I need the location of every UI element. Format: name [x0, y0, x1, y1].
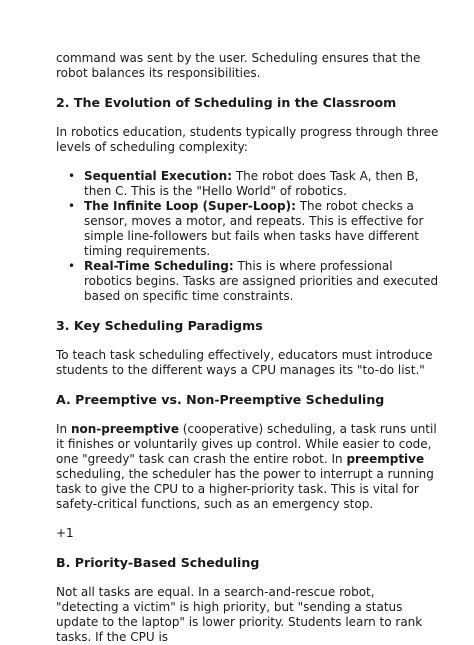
bullet-icon: • [68, 259, 76, 273]
section-b-paragraph: Not all tasks are equal. In a search-and-rescue robot, "detecting a victim" is high priority, but "sending a status update to the laptop" is lower priority. Students learn to rank tasks. If the CPU is [56, 585, 423, 644]
section-b-heading: B. Priority-Based Scheduling [56, 555, 260, 570]
intro-tail-paragraph: command was sent by the user. Scheduling ensures that the robot balances its responsibilities. [56, 51, 421, 80]
section-a-heading: A. Preemptive vs. Non-Preemptive Scheduling [56, 392, 385, 407]
list-item [56, 199, 440, 259]
section-a-text: scheduling, the scheduler has the power to interrupt a running task to give the CPU to a higher-priority task. This is vital for safety-critical functions, such as an emergency stop. [56, 467, 434, 511]
list-item-text: The robot checks a sensor, moves a motor, and repeats. This is effective for simple line-followers but fails when tasks have different timing requirements. [84, 199, 424, 258]
list-item-text: This is where professional robotics begins. Tasks are assigned priorities and executed based on specific time constraints. [84, 259, 439, 303]
list-item [56, 259, 440, 304]
bullet-icon: • [68, 169, 76, 183]
section-2-intro: In robotics education, students typically progress through three levels of scheduling complexity: [56, 125, 439, 154]
section-a-text: (cooperative) scheduling, a task runs until it finishes or voluntarily gives up control. While easier to code, one "greedy" task can crash the entire robot. In [56, 422, 437, 466]
scheduling-levels-list [56, 169, 440, 304]
plus-one-marker: +1 [56, 526, 74, 540]
section-2-heading: 2. The Evolution of Scheduling in the Classroom [56, 95, 397, 110]
section-a-text: In [56, 422, 71, 436]
document-body [56, 51, 440, 645]
list-item [56, 169, 440, 199]
bullet-icon: • [68, 199, 76, 213]
list-item-term: The Infinite Loop (Super-Loop): [84, 199, 296, 213]
section-3-heading: 3. Key Scheduling Paradigms [56, 318, 263, 333]
list-item-term: Sequential Execution: [84, 169, 233, 183]
list-item-text: The robot does Task A, then B, then C. This is the "Hello World" of robotics. [84, 169, 419, 198]
section-3-intro: To teach task scheduling effectively, educators must introduce students to the different ways a CPU manages its "to-do list." [56, 348, 433, 377]
list-item-term: Real-Time Scheduling: [84, 259, 234, 273]
non-preemptive-term: non-preemptive [70, 422, 179, 436]
section-a-paragraph [56, 422, 440, 512]
preemptive-term: preemptive [346, 452, 425, 466]
